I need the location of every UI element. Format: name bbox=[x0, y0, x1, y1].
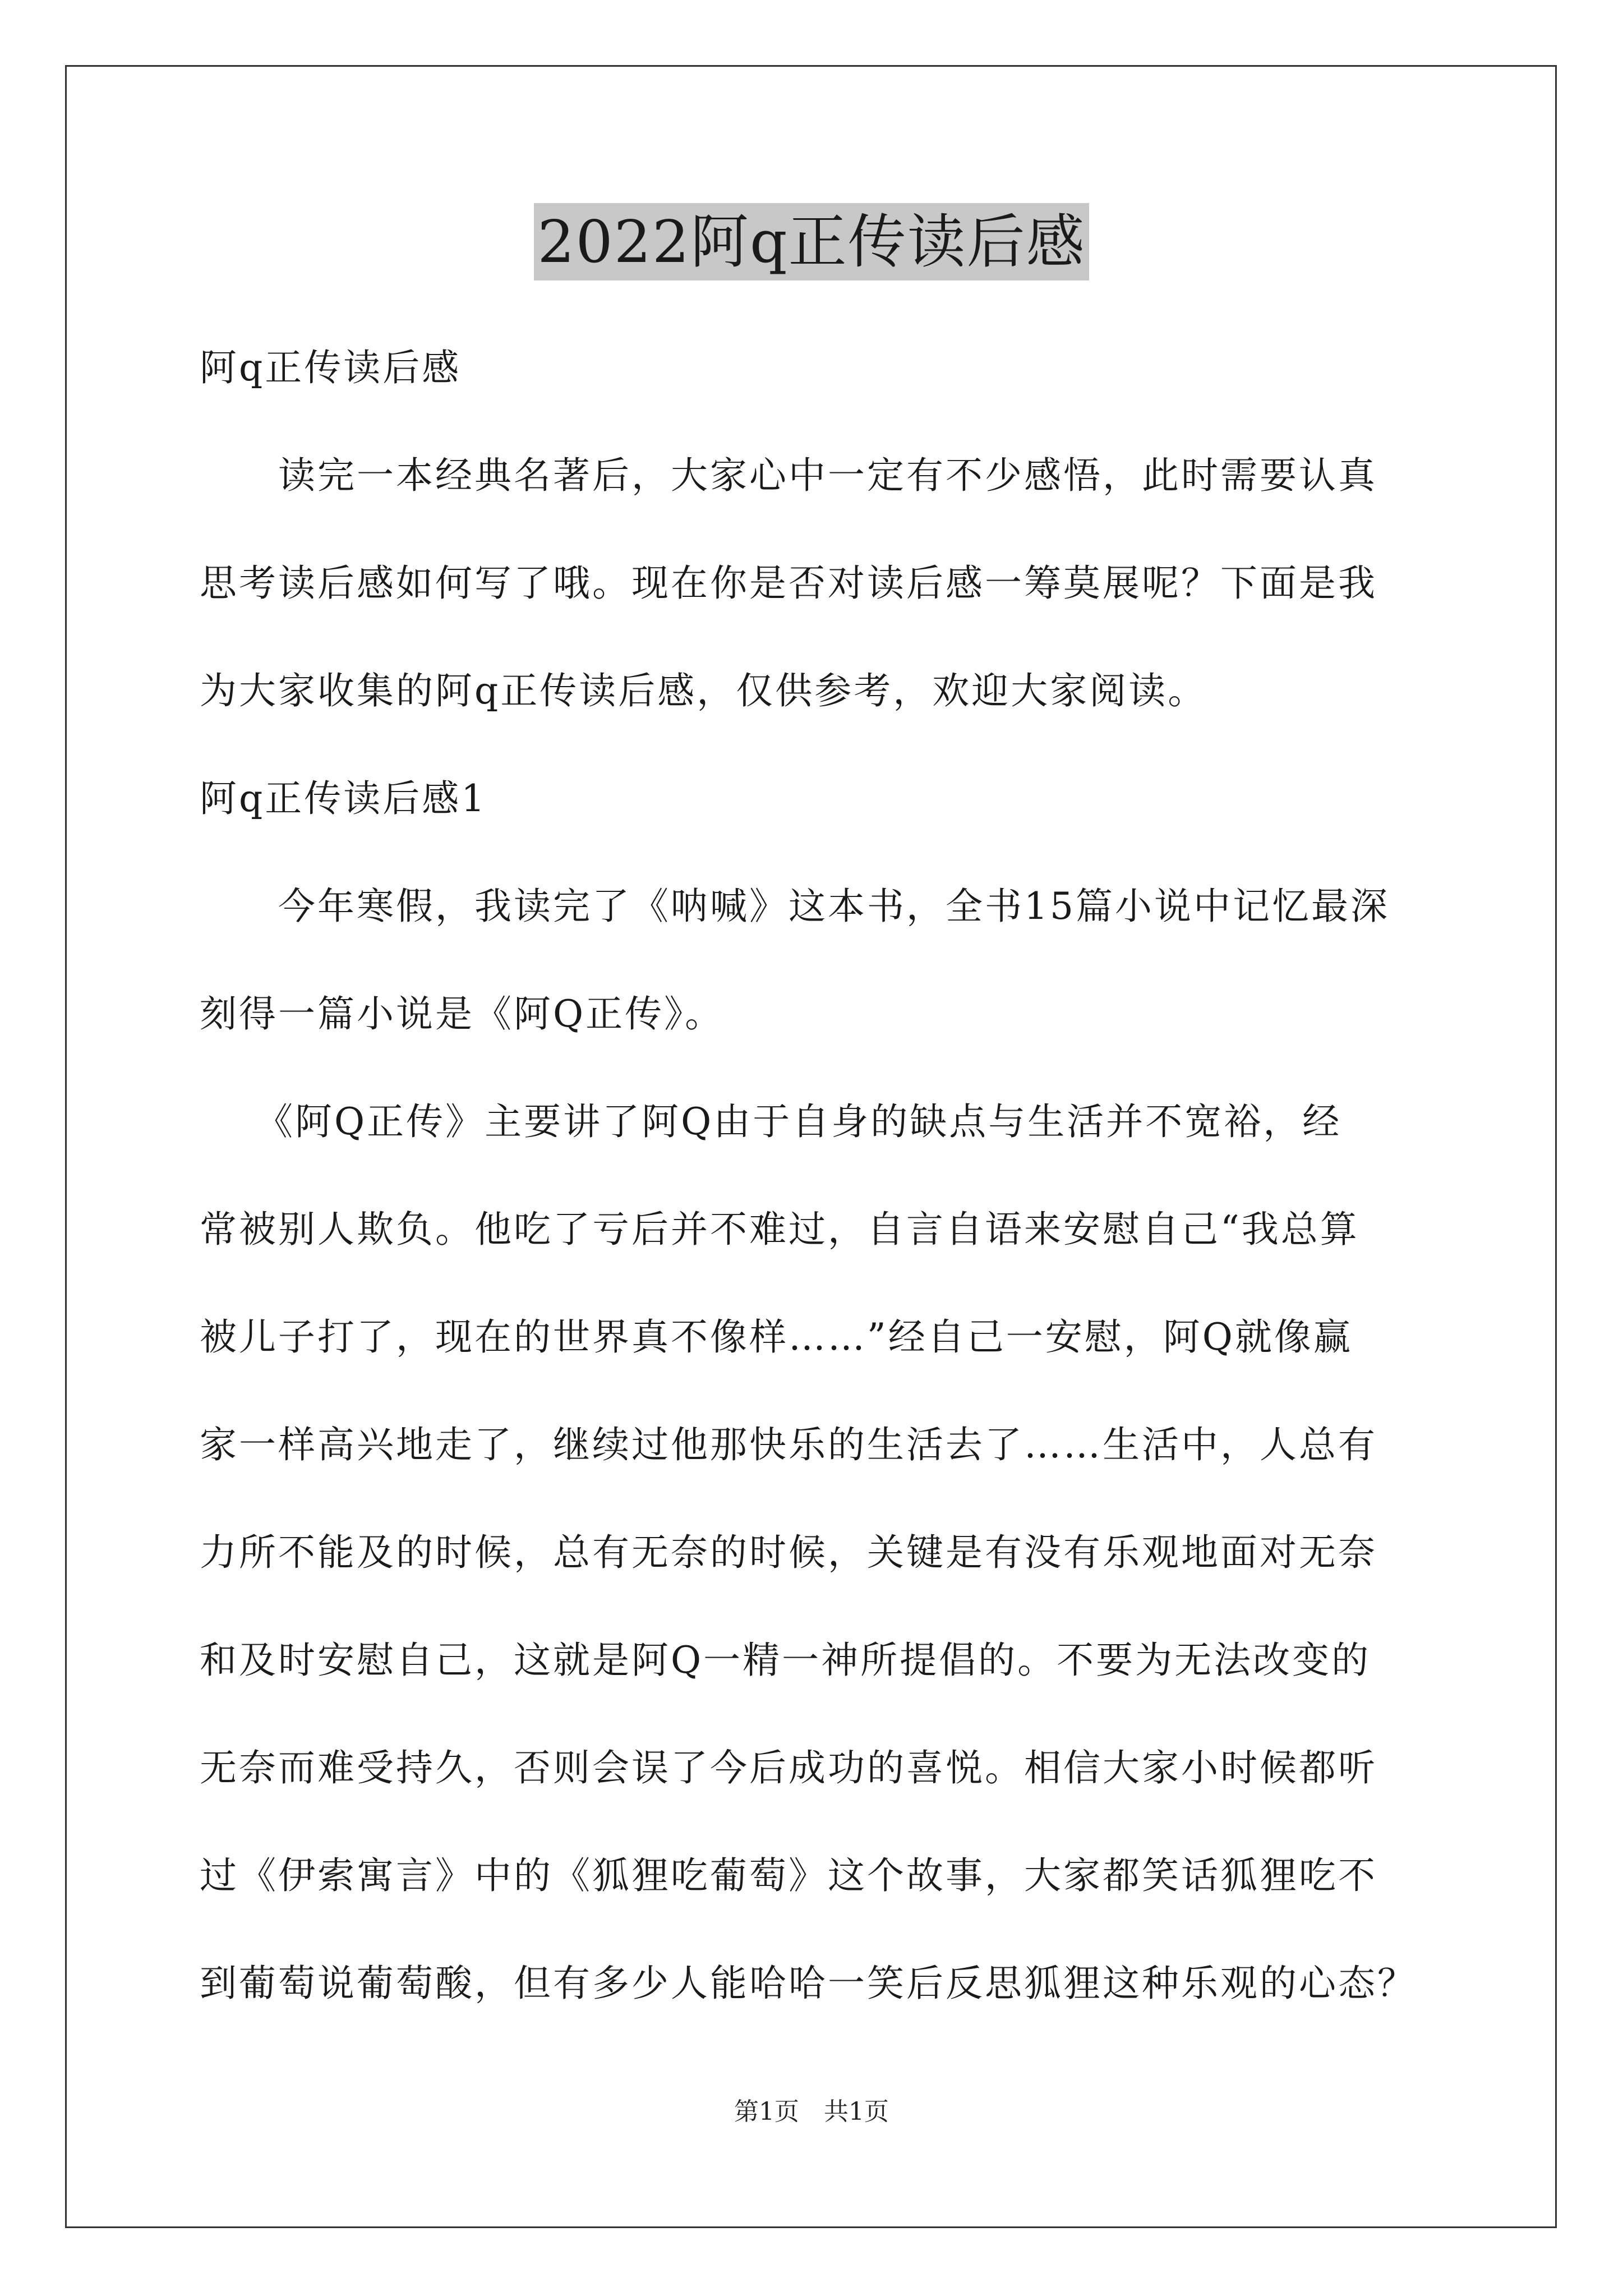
document-title: 2022阿q正传读后感 bbox=[534, 203, 1089, 280]
page-footer: 第1页 共1页 bbox=[734, 2097, 889, 2126]
intro-paragraph-line: 思考读后感如何写了哦。现在你是否对读后感一筹莫展呢？下面是我 bbox=[200, 562, 1377, 605]
paragraph-line: 刻得一篇小说是《阿Q正传》。 bbox=[200, 992, 725, 1036]
intro-paragraph-line: 读完一本经典名著后，大家心中一定有不少感悟，此时需要认真 bbox=[278, 454, 1377, 497]
title-container bbox=[0, 203, 1623, 280]
paragraph-line: 和及时安慰自己，这就是阿Q一精一神所提倡的。不要为无法改变的 bbox=[200, 1639, 1371, 1682]
paragraph-line: 《阿Q正传》主要讲了阿Q由于自身的缺点与生活并不宽裕，经 bbox=[256, 1100, 1342, 1143]
paragraph-line: 到葡萄说葡萄酸，但有多少人能哈哈一笑后反思狐狸这种乐观的心态？ bbox=[200, 1962, 1417, 2005]
paragraph-line: 今年寒假，我读完了《呐喊》这本书，全书15篇小说中记忆最深 bbox=[278, 885, 1390, 928]
paragraph-line: 常被别人欺负。他吃了亏后并不难过，自言自语来安慰自己“我总算 bbox=[200, 1208, 1359, 1251]
paragraph-line: 无奈而难受持久，否则会误了今后成功的喜悦。相信大家小时候都听 bbox=[200, 1746, 1377, 1789]
section-heading: 阿q正传读后感1 bbox=[200, 777, 487, 820]
subtitle-heading: 阿q正传读后感 bbox=[200, 346, 462, 389]
intro-paragraph-line: 为大家收集的阿q正传读后感，仅供参考，欢迎大家阅读。 bbox=[200, 669, 1207, 712]
paragraph-line: 力所不能及的时候，总有无奈的时候，关键是有没有乐观地面对无奈 bbox=[200, 1531, 1377, 1574]
paragraph-line: 被儿子打了，现在的世界真不像样……”经自己一安慰，阿Q就像赢 bbox=[200, 1315, 1353, 1359]
paragraph-line: 过《伊索寓言》中的《狐狸吃葡萄》这个故事，大家都笑话狐狸吃不 bbox=[200, 1854, 1377, 1897]
paragraph-line: 家一样高兴地走了，继续过他那快乐的生活去了……生活中，人总有 bbox=[200, 1423, 1377, 1466]
document-body bbox=[200, 314, 1428, 2037]
